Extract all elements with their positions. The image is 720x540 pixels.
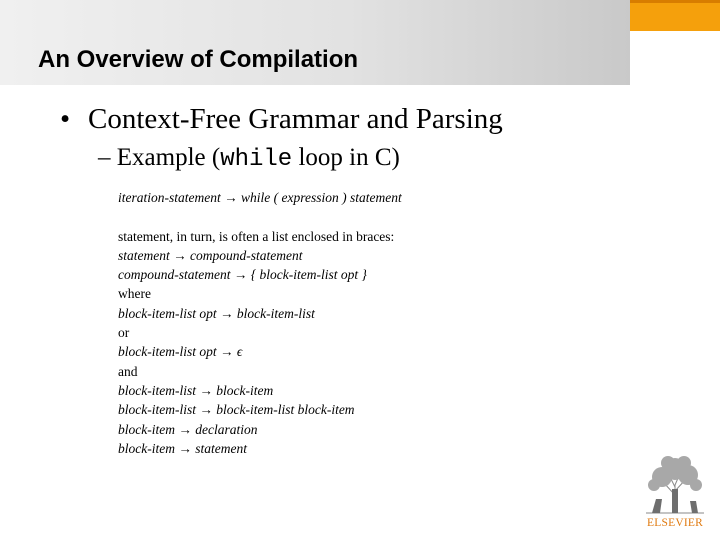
rule-arrow: → [216,305,237,321]
rule-arrow: → [174,440,196,456]
rule-rhs: block-item-list block-item [216,402,355,418]
rule-rhs: statement [195,440,247,456]
rule-lhs: block-item [118,421,175,437]
rule-arrow: → [195,382,217,398]
rule-rhs: compound-statement [190,247,303,263]
grammar-block [118,188,402,458]
elsevier-tree-icon [638,455,712,515]
sub-bullet-prefix: – Example ( [98,144,221,171]
rule-rhs: ϵ [236,344,243,360]
bullet-marker: • [60,103,71,135]
grammar-intro: statement, in turn, is often a list enclosed in braces: [118,228,395,244]
rule-lhs: block-item-list opt [118,344,217,360]
connector-word: and [118,363,138,379]
rule-arrow: → [216,344,237,360]
rule-arrow: → [169,247,190,263]
grammar-rule [118,400,402,419]
connector-word: or [118,325,130,341]
grammar-rule [118,265,402,284]
rule-lhs: block-item-list [118,402,196,418]
spacer [118,207,402,226]
rule-lhs: block-item-list opt [118,305,217,321]
rule-rhs: block-item [216,382,274,398]
grammar-rule [118,439,402,458]
rule-lhs: block-item [118,440,175,456]
elsevier-logo [638,455,712,535]
grammar-rule [118,381,402,400]
rule-rhs: while ( expression ) statement [240,190,402,205]
grammar-rule [118,246,402,265]
rule-arrow: → [230,267,251,283]
rule-lhs: block-item-list [118,382,196,398]
grammar-rule [118,304,402,323]
accent-block [630,0,720,31]
bullet-text: Context-Free Grammar and Parsing [88,103,503,135]
grammar-rule [118,188,402,207]
connector-word: where [118,286,151,302]
rule-lhs: statement [118,247,170,263]
rule-lhs: iteration-statement [118,190,221,205]
rule-rhs: block-item-list [236,305,315,321]
rule-arrow: → [195,402,217,418]
accent-stripe [630,0,720,3]
rule-lhs: compound-statement [118,267,231,283]
grammar-rule [118,342,402,361]
rule-rhs: declaration [195,421,258,437]
rule-arrow: → [220,190,241,205]
rule-arrow: → [174,421,196,437]
rule-rhs: { block-item-list opt } [250,267,367,283]
code-keyword: while [220,146,293,173]
main-bullet [60,103,503,136]
grammar-rule [118,420,402,439]
sub-bullet [98,144,400,173]
sub-bullet-suffix: loop in C) [292,144,400,171]
elsevier-wordmark: ELSEVIER [647,517,703,529]
slide-title: An Overview of Compilation [38,46,359,73]
